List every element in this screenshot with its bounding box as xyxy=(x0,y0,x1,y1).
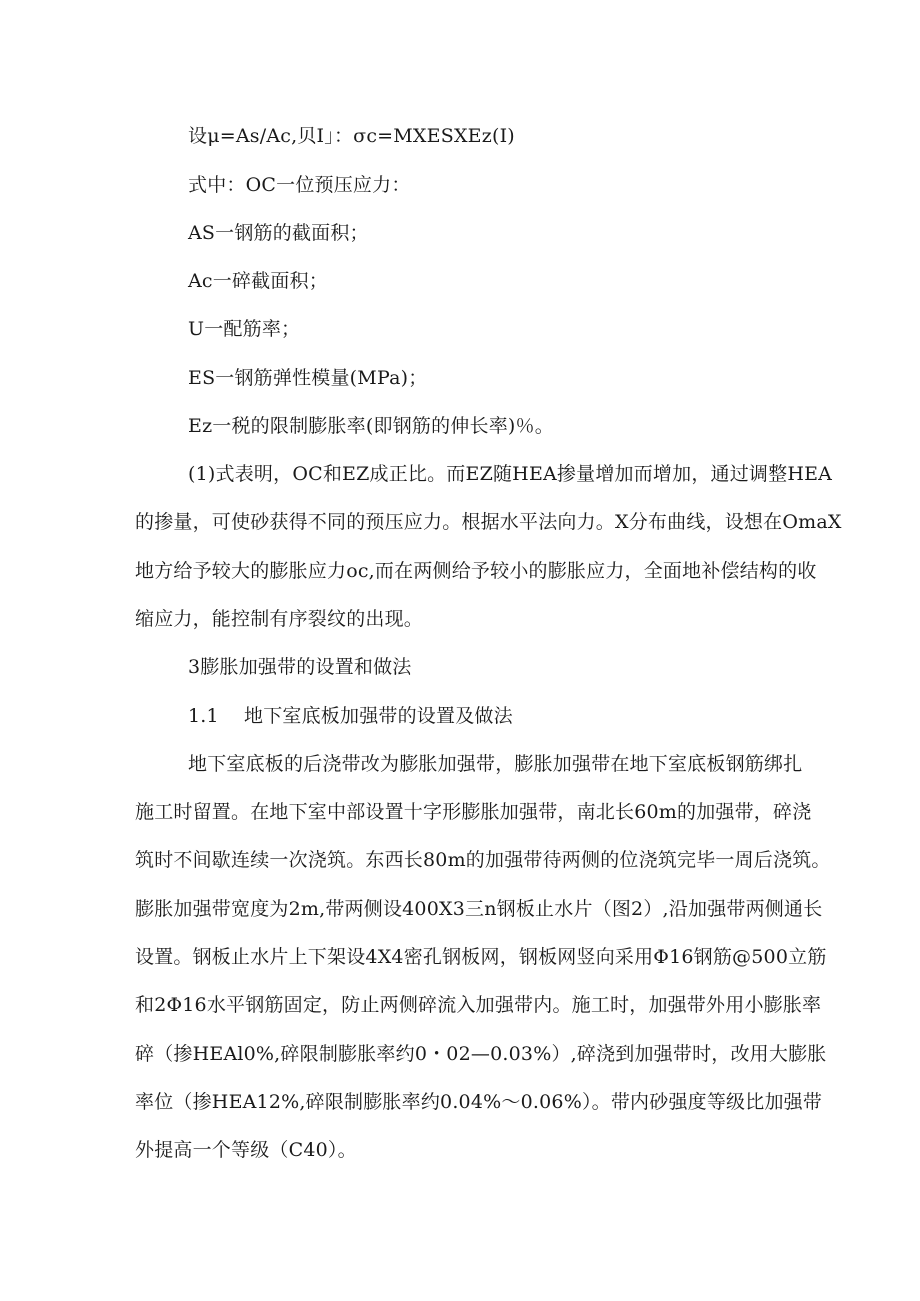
subsection-number: 1.1 xyxy=(188,705,219,727)
paragraph-line: 率位（掺HEA12%,碎限制膨胀率约0.04%～0.06%）。带内砂强度等级比加强带 xyxy=(135,1091,823,1113)
subsection-title: 地下室底板加强带的设置及做法 xyxy=(244,705,513,727)
paragraph-line: (1)式表明，OC和EZ成正比。而EZ随HEA掺量增加而增加，通过调整HEA xyxy=(188,463,833,485)
paragraph-line: 外提高一个等级（C40）。 xyxy=(135,1139,357,1161)
paragraph-line: 碎（掺HEAl0%,碎限制膨胀率约0・02—0.03%）,碎浇到加强带时，改用大膨胀 xyxy=(135,1043,827,1065)
definition-item: ES一钢筋弹性模量(MPa)； xyxy=(188,367,428,389)
paragraph-line: 缩应力，能控制有序裂纹的出现。 xyxy=(135,608,424,630)
formula-let-line: 设μ=As/Ac,贝I」：σc=MXESXEz(I) xyxy=(188,125,515,147)
paragraph-line: 和2Φ16水平钢筋固定，防止两侧碎流入加强带内。施工时，加强带外用小膨胀率 xyxy=(135,994,822,1016)
definition-item: Ac一碎截面积； xyxy=(188,270,328,292)
definition-item: AS一钢筋的截面积； xyxy=(188,222,369,244)
definition-item: Ez一税的限制膨胀率(即钢筋的伸长率)％。 xyxy=(188,415,554,437)
paragraph-line: 地方给予较大的膨胀应力oc,而在两侧给予较小的膨胀应力，全面地补偿结构的收 xyxy=(135,560,817,582)
subsection-heading xyxy=(188,704,513,728)
formula-where-line: 式中：OC一位预压应力： xyxy=(188,174,411,196)
section-heading: 3膨胀加强带的设置和做法 xyxy=(188,656,412,678)
paragraph-line: 筑时不间歇连续一次浇筑。东西长80m的加强带待两侧的位浇筑完毕一周后浇筑。 xyxy=(135,849,831,871)
paragraph-line: 设置。钢板止水片上下架设4X4密孔钢板网，钢板网竖向采用Φ16钢筋@500立筋 xyxy=(135,946,827,968)
definition-item: U一配筋率； xyxy=(188,318,301,340)
paragraph-line: 地下室底板的后浇带改为膨胀加强带，膨胀加强带在地下室底板钢筋绑扎 xyxy=(188,753,803,775)
paragraph-line: 施工时留置。在地下室中部设置十字形膨胀加强带，南北长60m的加强带，碎浇 xyxy=(135,801,812,823)
paragraph-line: 膨胀加强带宽度为2m,带两侧设400X3三n钢板止水片（图2）,沿加强带两侧通长 xyxy=(135,898,823,920)
paragraph-line: 的掺量，可使砂获得不同的预压应力。根据水平法向力。X分布曲线，设想在OmaX xyxy=(135,511,842,533)
